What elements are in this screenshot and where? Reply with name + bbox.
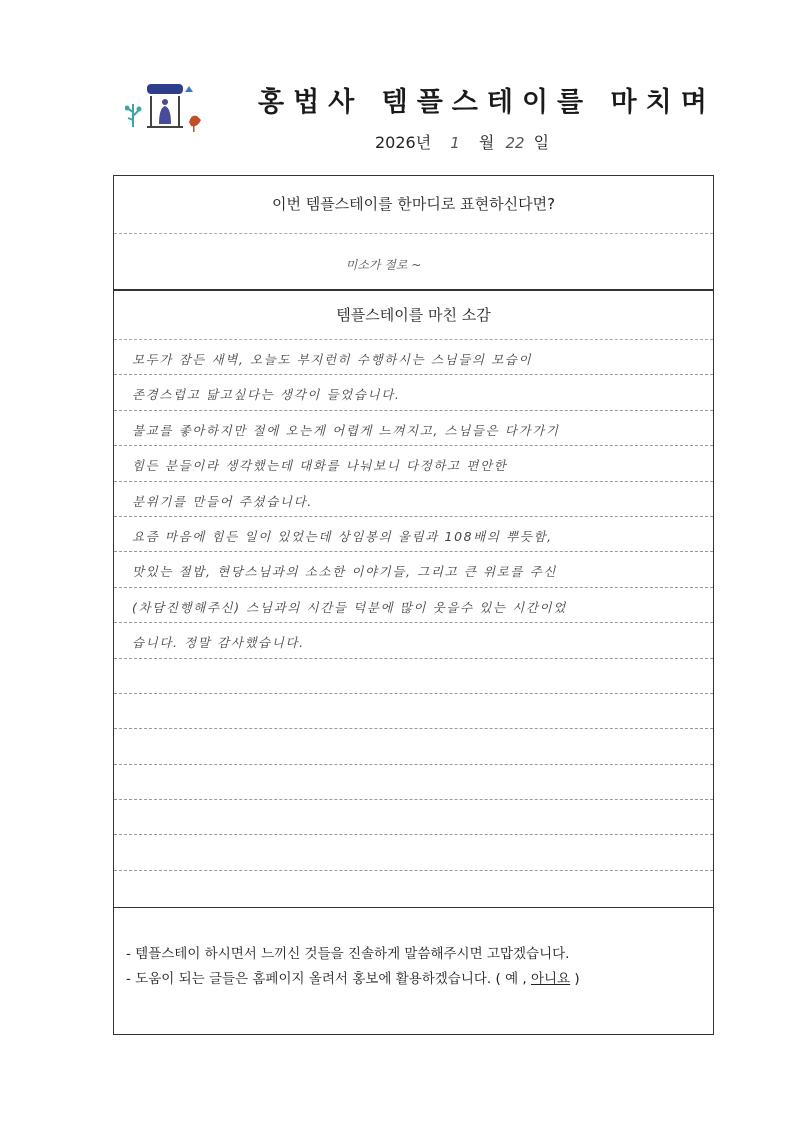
impression-line: 존경스럽고 닮고싶다는 생각이 들었습니다.	[114, 375, 713, 410]
footer-notes	[114, 908, 713, 992]
impression-line: 모두가 잠든 새벽, 오늘도 부지런히 수행하시는 스님들의 모습이	[114, 340, 713, 375]
impression-line: 습니다. 정말 감사했습니다.	[114, 623, 713, 658]
consent-no-option[interactable]: 아니요	[531, 971, 571, 987]
impression-line: (차담진행해주신) 스님과의 시간들 덕분에 많이 웃을수 있는 시간이었	[114, 588, 713, 623]
empty-line	[114, 659, 713, 694]
empty-line	[114, 800, 713, 835]
year: 2026년	[375, 133, 432, 152]
note-honesty: - 템플스테이 하시면서 느끼신 것들을 진솔하게 말씀해주시면 고맙겠습니다.	[126, 946, 570, 962]
temple-logo-icon	[125, 82, 205, 142]
note-consent	[126, 967, 713, 992]
month-label: 월	[478, 133, 495, 152]
impression-line: 분위기를 만들어 주셨습니다.	[114, 482, 713, 517]
empty-line	[114, 835, 713, 870]
impressions-field[interactable]	[114, 340, 713, 908]
question-label: 이번 템플스테이를 한마디로 표현하신다면?	[114, 176, 713, 234]
impression-line: 맛있는 절밥, 현당스님과의 소소한 이야기들, 그리고 큰 위로를 주신	[114, 552, 713, 587]
empty-line	[114, 871, 713, 906]
day-label: 일	[533, 133, 550, 152]
impression-line: 불교를 좋아하지만 절에 오는게 어렵게 느껴지고, 스님들은 다가가기	[114, 411, 713, 446]
note-consent-close: )	[570, 971, 580, 987]
page-title: 홍법사 템플스테이를 마치며	[258, 87, 716, 118]
impression-line: 요즘 마음에 힘든 일이 있었는데 상임봉의 울림과 108배의 뿌듯함,	[114, 517, 713, 552]
day-value[interactable]: 22	[505, 134, 525, 152]
date	[375, 130, 549, 153]
note-consent-text: - 도움이 되는 글들은 홈페이지 올려서 홍보에 활용하겠습니다. ( 예 ,	[126, 971, 531, 987]
feedback-form	[113, 175, 714, 1035]
empty-line	[114, 765, 713, 800]
month-value[interactable]: 1	[450, 134, 460, 152]
empty-line	[114, 729, 713, 764]
impression-line: 힘든 분들이라 생각했는데 대화를 나눠보니 다정하고 편안한	[114, 446, 713, 481]
answer-field[interactable]: 미소가 절로 ~	[114, 234, 713, 291]
section-title: 템플스테이를 마친 소감	[114, 291, 713, 340]
empty-line	[114, 694, 713, 729]
